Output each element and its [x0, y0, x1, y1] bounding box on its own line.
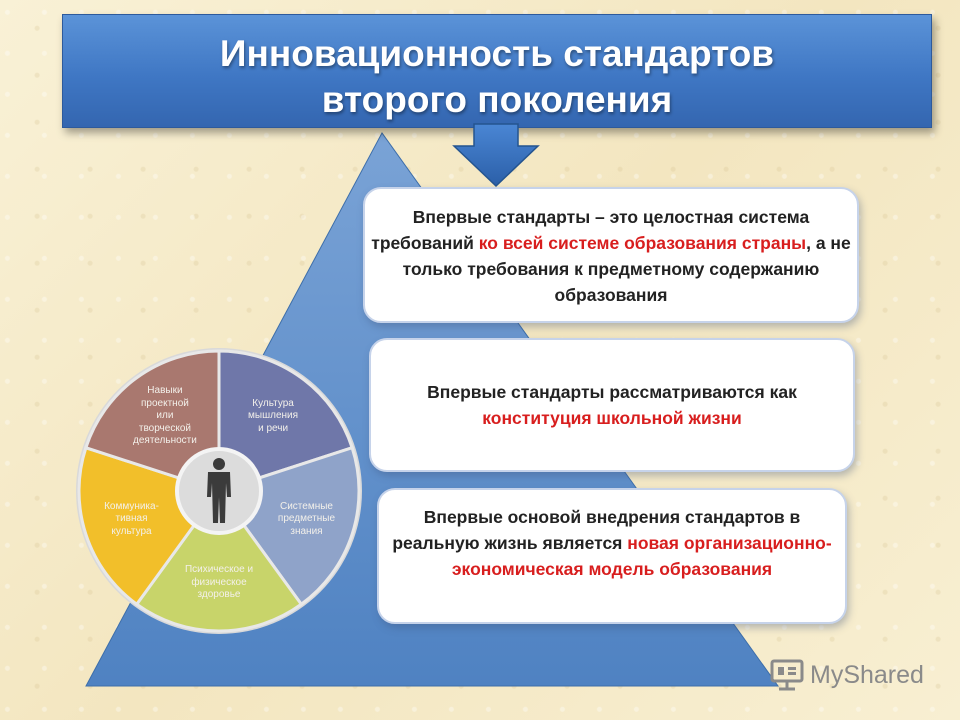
wheel-segment-label [231, 398, 315, 436]
wheel-label-line: физическое [191, 576, 247, 588]
statement-2-highlight: конституция школьной жизни [482, 408, 742, 428]
wheel-segment-label [177, 564, 261, 602]
title-line-1: Инновационность стандартов [219, 33, 775, 74]
wheel-segment-label [264, 501, 348, 539]
wheel-label-line: предметные [277, 513, 336, 525]
wheel-label-line: или [156, 410, 174, 422]
wheel-label-line: и речи [258, 422, 289, 434]
wheel-label-line: Навыки [147, 385, 183, 397]
wheel-label-line: здоровье [197, 589, 241, 601]
wheel-label-line: творческой [138, 422, 191, 434]
statement-3-highlight: новая организационно-экономическая модель образования [451, 533, 832, 579]
wheel-label-line: знания [290, 525, 323, 537]
statement-2-part-1: Впервые стандарты рассматриваются как [427, 382, 797, 402]
wheel-label-line: деятельности [133, 435, 197, 447]
statement-1-highlight: ко всей системе образования страны [478, 233, 807, 253]
wheel-label-line: Культура [252, 397, 294, 409]
title-line-2: второго поколения [321, 79, 673, 120]
statement-1-part-3: , а не только требования к предметному содержанию образования [402, 233, 851, 305]
watermark-text: MyShared [810, 660, 924, 689]
down-arrow-icon [452, 122, 540, 188]
wheel-label-line: проектной [141, 397, 189, 409]
wheel-segment-label [90, 501, 174, 539]
wheel-label-line: Коммуника- [104, 500, 159, 512]
wheel-label-line: тивная [115, 513, 148, 525]
presentation-icon [770, 658, 804, 692]
statement-text-3 [379, 490, 845, 582]
myshared-logo [770, 656, 924, 694]
statement-text-1 [365, 189, 857, 308]
statement-box-2 [369, 338, 855, 472]
title-banner [62, 14, 932, 128]
statement-text-2 [371, 340, 853, 431]
wheel-label-line: Психическое и [184, 564, 254, 576]
statement-3-part-1: Впервые основой внедрения стандартов в реальную жизнь является [392, 507, 801, 553]
statement-1-part-1: Впервые стандарты – это целостная система требований [371, 207, 810, 253]
wheel-label-line: культура [111, 525, 152, 537]
wheel-segment-label [123, 385, 207, 448]
statement-box-1 [363, 187, 859, 323]
wheel-label-line: Системные [279, 500, 333, 512]
wheel-label-line: мышления [248, 410, 299, 422]
statement-box-3 [377, 488, 847, 624]
